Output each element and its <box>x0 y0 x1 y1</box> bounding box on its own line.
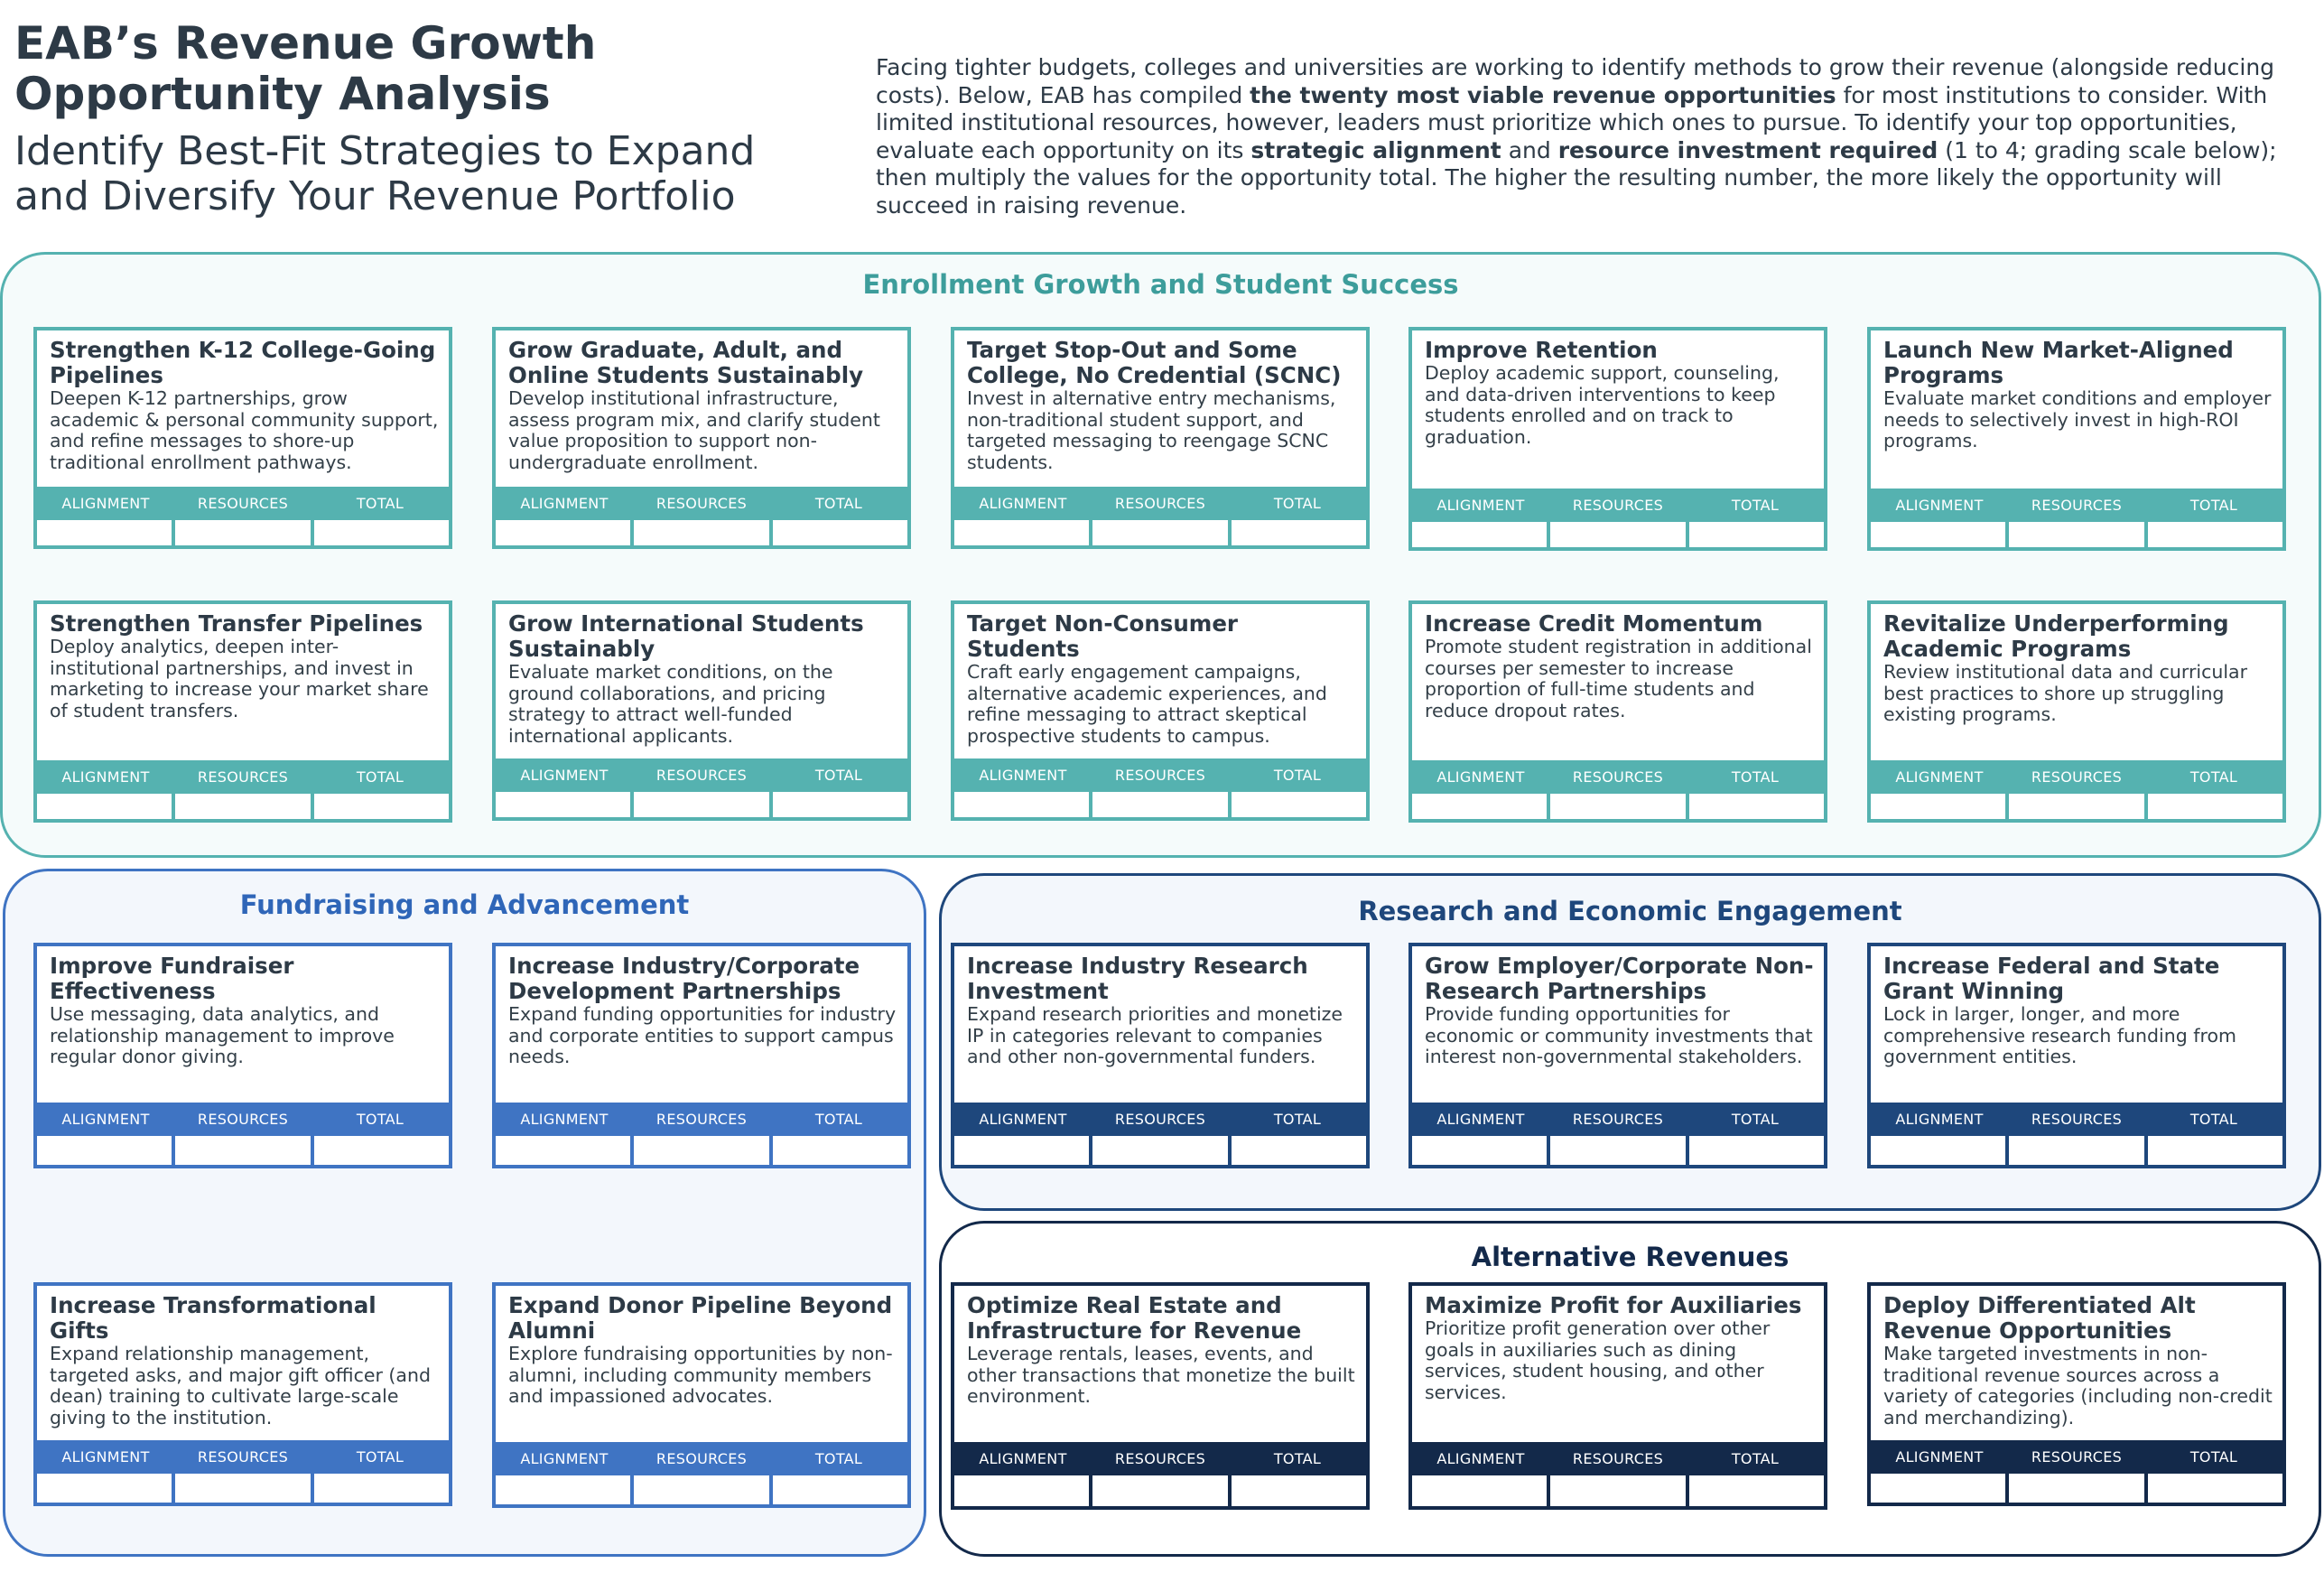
card-description: Leverage rentals, leases, events, and other transactions that monetize the built environment. <box>967 1343 1355 1407</box>
alignment-label: ALIGNMENT <box>520 767 609 784</box>
total-score-cell[interactable] <box>311 1136 449 1165</box>
card-body <box>1425 954 1815 1068</box>
score-header-row <box>1412 489 1824 522</box>
card-title: Grow Employer/Corporate Non-Research Partnerships <box>1425 953 1814 1004</box>
alignment-score-cell[interactable] <box>37 1474 172 1503</box>
alignment-label: ALIGNMENT <box>61 768 150 786</box>
opportunity-card-alternative-2 <box>1408 1282 1827 1510</box>
score-input-row <box>1871 1474 2282 1503</box>
intro-bold-2: strategic alignment <box>1250 136 1501 163</box>
score-input-row <box>954 1475 1366 1506</box>
alignment-label: ALIGNMENT <box>61 1111 150 1128</box>
resources-score-cell[interactable] <box>1089 520 1227 545</box>
score-header-row <box>1412 1103 1824 1136</box>
alignment-label: ALIGNMENT <box>1436 1111 1525 1128</box>
alignment-label: ALIGNMENT <box>1895 497 1984 514</box>
total-label: TOTAL <box>1731 1111 1780 1128</box>
alignment-score-cell[interactable] <box>1871 522 2005 547</box>
total-label: TOTAL <box>356 495 404 512</box>
card-title: Strengthen K-12 College-Going Pipelines <box>50 337 436 388</box>
score-input-row <box>1871 1136 2282 1165</box>
card-title: Improve Fundraiser Effectiveness <box>50 953 294 1004</box>
total-score-cell[interactable] <box>1686 522 1824 547</box>
alignment-score-cell[interactable] <box>496 792 630 817</box>
resources-label: RESOURCES <box>1114 1450 1206 1467</box>
resources-score-cell[interactable] <box>1547 522 1685 547</box>
total-label: TOTAL <box>2189 497 2238 514</box>
card-title: Increase Credit Momentum <box>1425 610 1763 637</box>
score-header-row <box>1412 760 1824 794</box>
card-body <box>50 1293 440 1428</box>
card-body <box>50 611 440 721</box>
resources-label: RESOURCES <box>1572 497 1664 514</box>
resources-label: RESOURCES <box>1114 495 1206 512</box>
total-label: TOTAL <box>814 495 863 512</box>
score-input-row <box>1412 1136 1824 1165</box>
resources-label: RESOURCES <box>2031 497 2123 514</box>
opportunity-card-research-2 <box>1408 943 1827 1168</box>
opportunity-card-research-1 <box>951 943 1370 1168</box>
resources-label: RESOURCES <box>655 767 748 784</box>
alignment-score-cell[interactable] <box>1412 1475 1547 1506</box>
total-label: TOTAL <box>1273 1111 1322 1128</box>
card-title: Increase Industry Research Investment <box>967 953 1308 1004</box>
alignment-label: ALIGNMENT <box>1895 768 1984 786</box>
section-title-fundraising: Fundraising and Advancement <box>239 889 690 920</box>
opportunity-card-research-3 <box>1867 943 2286 1168</box>
page-subtitle <box>14 129 827 219</box>
opportunity-card-enrollment-6 <box>33 600 452 823</box>
card-description: Explore fundraising opportunities by non-alumni, including community members and impassioned advocates. <box>508 1343 893 1407</box>
resources-score-cell[interactable] <box>172 1136 310 1165</box>
opportunity-card-fundraising-4 <box>492 1282 911 1508</box>
total-label: TOTAL <box>1273 495 1322 512</box>
resources-label: RESOURCES <box>1572 768 1664 786</box>
card-body <box>508 954 898 1068</box>
resources-label: RESOURCES <box>197 768 289 786</box>
card-body <box>967 954 1357 1068</box>
total-score-cell[interactable] <box>769 1475 907 1504</box>
resources-label: RESOURCES <box>655 1111 748 1128</box>
opportunity-card-enrollment-5 <box>1867 327 2286 551</box>
card-body <box>1425 338 1815 448</box>
alignment-label: ALIGNMENT <box>520 495 609 512</box>
alignment-label: ALIGNMENT <box>520 1111 609 1128</box>
resources-label: RESOURCES <box>1114 767 1206 784</box>
card-description: Lock in larger, longer, and more comprehensive research funding from government entities. <box>1883 1003 2236 1067</box>
alignment-score-cell[interactable] <box>496 1136 630 1165</box>
total-score-cell[interactable] <box>2144 794 2282 819</box>
alignment-label: ALIGNMENT <box>520 1450 609 1467</box>
resources-label: RESOURCES <box>2031 768 2123 786</box>
card-description: Craft early engagement campaigns, alternative academic experiences, and refine messaging to attract skeptical prospective students to campus. <box>967 661 1327 747</box>
alignment-label: ALIGNMENT <box>1436 497 1525 514</box>
alignment-score-cell[interactable] <box>1412 794 1547 819</box>
card-body <box>50 954 440 1068</box>
card-title: Strengthen Transfer Pipelines <box>50 610 423 637</box>
score-header-row <box>1871 489 2282 522</box>
score-header-row <box>1412 1442 1824 1475</box>
page-title-line-1: EAB’s Revenue Growth <box>14 17 597 70</box>
score-header-row <box>1871 1103 2282 1136</box>
card-title: Maximize Profit for Auxiliaries <box>1425 1292 1802 1318</box>
score-input-row <box>954 520 1366 545</box>
alignment-label: ALIGNMENT <box>61 495 150 512</box>
card-description: Expand funding opportunities for industry and corporate entities to support campus needs. <box>508 1003 897 1067</box>
intro-text-1: Facing tighter budgets, colleges and universities are working to identify methods to grow their revenue (alongside reducing costs). Below, EAB has compiled <box>876 54 2275 108</box>
alignment-score-cell[interactable] <box>496 1475 630 1504</box>
resources-score-cell[interactable] <box>1089 1136 1227 1165</box>
score-header-row <box>37 487 449 520</box>
alignment-label: ALIGNMENT <box>1895 1448 1984 1466</box>
resources-score-cell[interactable] <box>1547 1475 1685 1506</box>
card-description: Invest in alternative entry mechanisms, non-traditional student support, and targeted messaging to reengage SCNC students. <box>967 387 1336 473</box>
section-title-alternative: Alternative Revenues <box>1471 1242 1789 1272</box>
card-body <box>1883 1293 2273 1428</box>
opportunity-card-enrollment-2 <box>492 327 911 549</box>
total-score-cell[interactable] <box>311 520 449 545</box>
card-body <box>967 611 1357 747</box>
resources-score-cell[interactable] <box>1089 1475 1227 1506</box>
card-description: Make targeted investments in non-traditional revenue sources across a variety of categories (including non-credit and merchandizing). <box>1883 1343 2273 1428</box>
intro-text-2: for most institutions to consider. With limited institutional resources, however, leaders must prioritize which ones to pursue. To identify your top opportunities, evaluate each opportunity on its <box>876 81 2268 163</box>
resources-score-cell[interactable] <box>2005 794 2143 819</box>
opportunity-card-enrollment-4 <box>1408 327 1827 551</box>
card-description: Expand relationship management, targeted asks, and major gift officer (and dean) training to cultivate large-scale giving to the institution. <box>50 1343 431 1428</box>
total-label: TOTAL <box>356 768 404 786</box>
opportunity-card-enrollment-10 <box>1867 600 2286 823</box>
section-title-research: Research and Economic Engagement <box>1358 896 1902 926</box>
total-label: TOTAL <box>814 1450 863 1467</box>
resources-score-cell[interactable] <box>172 794 310 819</box>
card-title: Increase Transformational Gifts <box>50 1292 376 1344</box>
total-label: TOTAL <box>356 1448 404 1466</box>
total-label: TOTAL <box>814 767 863 784</box>
score-header-row <box>496 1103 907 1136</box>
score-header-row <box>496 758 907 792</box>
total-label: TOTAL <box>1731 497 1780 514</box>
score-input-row <box>37 520 449 545</box>
score-header-row <box>1871 760 2282 794</box>
score-header-row <box>954 758 1366 792</box>
score-input-row <box>496 792 907 817</box>
total-score-cell[interactable] <box>2144 1136 2282 1165</box>
alignment-score-cell[interactable] <box>954 1475 1089 1506</box>
page-subtitle-line-2: and Diversify Your Revenue Portfolio <box>14 173 736 219</box>
resources-label: RESOURCES <box>2031 1448 2123 1466</box>
score-input-row <box>37 1136 449 1165</box>
total-score-cell[interactable] <box>1228 792 1366 817</box>
opportunity-card-enrollment-1 <box>33 327 452 549</box>
card-description: Deepen K-12 partnerships, grow academic & personal community support, and refine messages to shore-up traditional enrollment pathways. <box>50 387 439 473</box>
alignment-score-cell[interactable] <box>1871 794 2005 819</box>
total-score-cell[interactable] <box>1228 1136 1366 1165</box>
total-label: TOTAL <box>2189 768 2238 786</box>
score-input-row <box>37 1474 449 1503</box>
intro-paragraph <box>876 54 2293 219</box>
score-header-row <box>496 487 907 520</box>
card-body <box>1883 611 2273 726</box>
alignment-label: ALIGNMENT <box>979 767 1067 784</box>
score-header-row <box>954 1442 1366 1475</box>
resources-score-cell[interactable] <box>630 1475 768 1504</box>
total-score-cell[interactable] <box>1686 1475 1824 1506</box>
resources-score-cell[interactable] <box>2005 1474 2143 1503</box>
card-description: Evaluate market conditions, on the ground collaborations, and pricing strategy to attract well-funded international applicants. <box>508 661 833 747</box>
resources-label: RESOURCES <box>1114 1111 1206 1128</box>
card-body <box>508 611 898 747</box>
alignment-score-cell[interactable] <box>954 792 1089 817</box>
resources-score-cell[interactable] <box>172 520 310 545</box>
card-title: Target Stop-Out and Some College, No Credential (SCNC) <box>967 337 1342 388</box>
card-body <box>967 1293 1357 1408</box>
alignment-score-cell[interactable] <box>1412 1136 1547 1165</box>
total-label: TOTAL <box>814 1111 863 1128</box>
card-description: Promote student registration in additional courses per semester to increase proportion of full-time students and reduce dropout rates. <box>1425 636 1812 721</box>
card-title: Improve Retention <box>1425 337 1658 363</box>
score-input-row <box>1412 522 1824 547</box>
alignment-score-cell[interactable] <box>37 520 172 545</box>
card-title: Revitalize Underperforming Academic Programs <box>1883 610 2229 662</box>
alignment-score-cell[interactable] <box>954 1136 1089 1165</box>
resources-score-cell[interactable] <box>1089 792 1227 817</box>
resources-score-cell[interactable] <box>2005 522 2143 547</box>
card-title: Deploy Differentiated Alt Revenue Opportunities <box>1883 1292 2196 1344</box>
resources-score-cell[interactable] <box>630 792 768 817</box>
card-description: Review institutional data and curricular best practices to shore up struggling existing programs. <box>1883 661 2248 725</box>
alignment-score-cell[interactable] <box>37 794 172 819</box>
alignment-score-cell[interactable] <box>954 520 1089 545</box>
resources-score-cell[interactable] <box>630 1136 768 1165</box>
total-label: TOTAL <box>356 1111 404 1128</box>
card-body <box>1883 338 2273 452</box>
card-body <box>508 338 898 473</box>
opportunity-card-alternative-1 <box>951 1282 1370 1510</box>
total-score-cell[interactable] <box>1228 520 1366 545</box>
resources-label: RESOURCES <box>655 1450 748 1467</box>
alignment-label: ALIGNMENT <box>979 495 1067 512</box>
card-description: Use messaging, data analytics, and relationship management to improve regular donor giving. <box>50 1003 395 1067</box>
card-body <box>50 338 440 473</box>
resources-score-cell[interactable] <box>172 1474 310 1503</box>
score-header-row <box>37 1103 449 1136</box>
section-title-enrollment: Enrollment Growth and Student Success <box>862 269 1459 300</box>
alignment-label: ALIGNMENT <box>979 1450 1067 1467</box>
total-score-cell[interactable] <box>769 1136 907 1165</box>
page-title <box>14 18 827 119</box>
intro-text-4: (1 to 4; grading scale below); then multiply the values for the opportunity total. The higher the resulting number, the more likely the opportunity will succeed in raising revenue. <box>876 136 2277 219</box>
opportunity-card-fundraising-2 <box>492 943 911 1168</box>
page-subtitle-line-1: Identify Best-Fit Strategies to Expand <box>14 128 756 174</box>
opportunity-card-fundraising-3 <box>33 1282 452 1506</box>
resources-score-cell[interactable] <box>1547 1136 1685 1165</box>
opportunity-card-fundraising-1 <box>33 943 452 1168</box>
score-input-row <box>496 520 907 545</box>
resources-label: RESOURCES <box>2031 1111 2123 1128</box>
card-body <box>1883 954 2273 1068</box>
total-score-cell[interactable] <box>311 1474 449 1503</box>
intro-bold-3: resource investment required <box>1557 136 1938 163</box>
card-title: Grow International Students Sustainably <box>508 610 864 662</box>
score-input-row <box>1412 794 1824 819</box>
score-input-row <box>954 792 1366 817</box>
score-input-row <box>954 1136 1366 1165</box>
total-score-cell[interactable] <box>1686 1136 1824 1165</box>
total-label: TOTAL <box>1273 767 1322 784</box>
card-title: Target Non-Consumer Students <box>967 610 1239 662</box>
resources-label: RESOURCES <box>197 495 289 512</box>
intro-bold-1: the twenty most viable revenue opportunities <box>1250 81 1836 108</box>
total-score-cell[interactable] <box>1228 1475 1366 1506</box>
resources-label: RESOURCES <box>1572 1111 1664 1128</box>
total-score-cell[interactable] <box>1686 794 1824 819</box>
total-label: TOTAL <box>1731 1450 1780 1467</box>
resources-label: RESOURCES <box>1572 1450 1664 1467</box>
card-description: Deploy analytics, deepen inter-institutional partnerships, and invest in marketing to increase your market share of student transfers. <box>50 636 429 721</box>
total-label: TOTAL <box>1731 768 1780 786</box>
card-body <box>508 1293 898 1408</box>
card-title: Increase Federal and State Grant Winning <box>1883 953 2220 1004</box>
resources-score-cell[interactable] <box>2005 1136 2143 1165</box>
score-header-row <box>954 487 1366 520</box>
card-description: Evaluate market conditions and employer needs to selectively invest in high-ROI programs. <box>1883 387 2272 451</box>
total-score-cell[interactable] <box>2144 522 2282 547</box>
score-input-row <box>1412 1475 1824 1506</box>
card-title: Launch New Market-Aligned Programs <box>1883 337 2234 388</box>
alignment-label: ALIGNMENT <box>1895 1111 1984 1128</box>
card-body <box>1425 1293 1815 1403</box>
total-label: TOTAL <box>1273 1450 1322 1467</box>
alignment-label: ALIGNMENT <box>1436 1450 1525 1467</box>
alignment-score-cell[interactable] <box>1871 1136 2005 1165</box>
alignment-score-cell[interactable] <box>1412 522 1547 547</box>
resources-label: RESOURCES <box>655 495 748 512</box>
total-score-cell[interactable] <box>311 794 449 819</box>
score-header-row <box>37 760 449 794</box>
total-label: TOTAL <box>2189 1111 2238 1128</box>
card-description: Expand research priorities and monetize IP in categories relevant to companies and other non-governmental funders. <box>967 1003 1343 1067</box>
card-description: Prioritize profit generation over other goals in auxiliaries such as dining services, student housing, and other services. <box>1425 1317 1771 1403</box>
opportunity-card-enrollment-3 <box>951 327 1370 549</box>
opportunity-card-enrollment-7 <box>492 600 911 821</box>
total-label: TOTAL <box>2189 1448 2238 1466</box>
opportunity-card-alternative-3 <box>1867 1282 2286 1506</box>
alignment-label: ALIGNMENT <box>61 1448 150 1466</box>
opportunity-card-enrollment-8 <box>951 600 1370 821</box>
card-body <box>1425 611 1815 721</box>
resources-score-cell[interactable] <box>1547 794 1685 819</box>
opportunity-card-enrollment-9 <box>1408 600 1827 823</box>
card-title: Optimize Real Estate and Infrastructure for Revenue <box>967 1292 1302 1344</box>
score-header-row <box>954 1103 1366 1136</box>
resources-label: RESOURCES <box>197 1448 289 1466</box>
alignment-score-cell[interactable] <box>496 520 630 545</box>
page-title-line-2: Opportunity Analysis <box>14 68 551 120</box>
score-input-row <box>37 794 449 819</box>
total-score-cell[interactable] <box>769 520 907 545</box>
alignment-score-cell[interactable] <box>1871 1474 2005 1503</box>
alignment-label: ALIGNMENT <box>979 1111 1067 1128</box>
card-title: Grow Graduate, Adult, and Online Students Sustainably <box>508 337 864 388</box>
score-header-row <box>496 1442 907 1475</box>
card-description: Deploy academic support, counseling, and data-driven interventions to keep students enrolled and on track to graduation. <box>1425 362 1780 448</box>
alignment-label: ALIGNMENT <box>1436 768 1525 786</box>
score-header-row <box>1871 1440 2282 1474</box>
score-input-row <box>496 1475 907 1504</box>
resources-label: RESOURCES <box>197 1111 289 1128</box>
card-title: Increase Industry/Corporate Development Partnerships <box>508 953 860 1004</box>
alignment-score-cell[interactable] <box>37 1136 172 1165</box>
total-score-cell[interactable] <box>2144 1474 2282 1503</box>
intro-text-3: and <box>1501 136 1558 163</box>
score-input-row <box>1871 794 2282 819</box>
score-input-row <box>1871 522 2282 547</box>
card-title: Expand Donor Pipeline Beyond Alumni <box>508 1292 893 1344</box>
card-description: Provide funding opportunities for economic or community investments that interest non-governmental stakeholders. <box>1425 1003 1813 1067</box>
score-input-row <box>496 1136 907 1165</box>
card-body <box>967 338 1357 473</box>
total-score-cell[interactable] <box>769 792 907 817</box>
score-header-row <box>37 1440 449 1474</box>
resources-score-cell[interactable] <box>630 520 768 545</box>
card-description: Develop institutional infrastructure, assess program mix, and clarify student value proposition to support non-undergraduate enrollment. <box>508 387 880 473</box>
